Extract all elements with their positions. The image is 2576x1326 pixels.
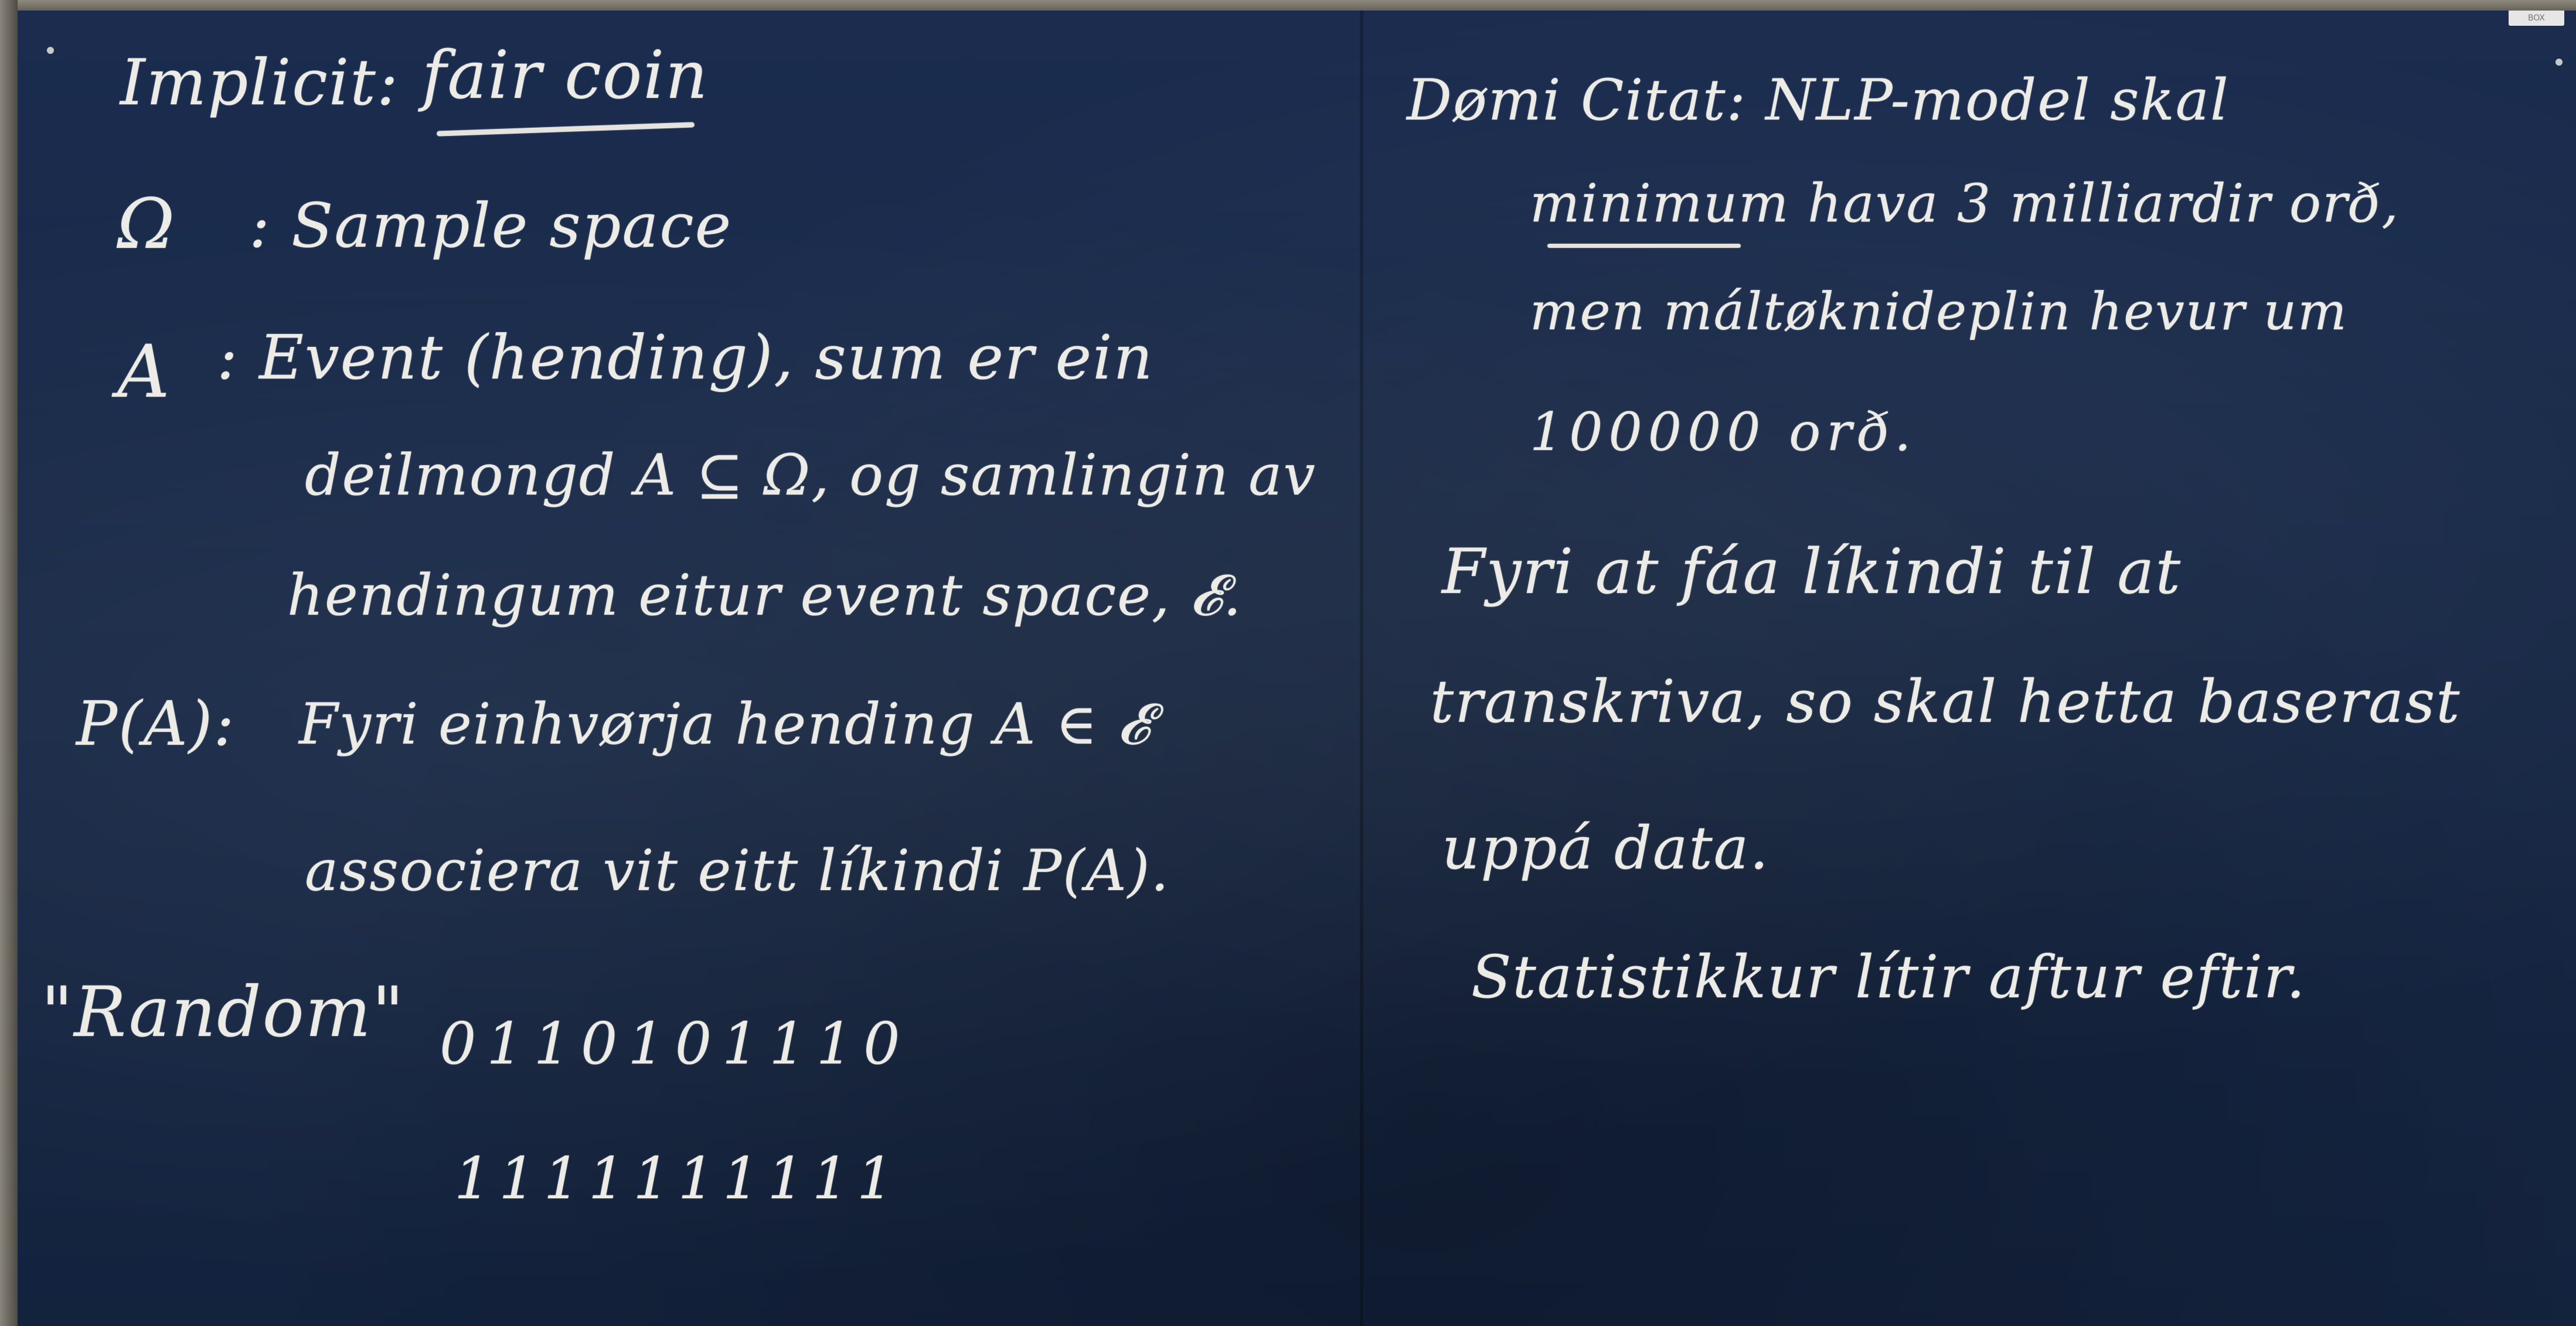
probability-definition-text: Fyri einhvørja hending A ∈ 𝓔: [299, 691, 1151, 757]
board-frame-left: [0, 0, 18, 1326]
event-symbol: A: [117, 330, 171, 414]
constant-sequence: 1111111111: [454, 1146, 902, 1212]
omega-symbol: Ω: [117, 183, 176, 264]
minimum-words-text: minimum hava 3 milliardir orð,: [1530, 173, 2400, 234]
probability-label: P(A):: [76, 688, 236, 759]
implicit-label: Implicit:: [120, 46, 400, 120]
statistics-text: Statistikkur lítir aftur eftir.: [1471, 943, 2306, 1011]
minimum-underline: [1547, 244, 1741, 248]
language-technology-text: men máltøknideplin hevur um: [1530, 281, 2348, 342]
sample-space-text: : Sample space: [249, 190, 733, 261]
magnet-dot-left: [47, 47, 54, 54]
event-definition-text: : Event (hending), sum er ein: [217, 322, 1154, 393]
associate-probability-text: associera vit eitt líkindi P(A).: [305, 838, 1170, 904]
fair-coin-text: fair coin: [422, 38, 709, 114]
example-citation-text: Dømi Citat: NLP-model skal: [1407, 67, 2230, 133]
magnet-dot-right: [2555, 59, 2563, 66]
event-space-text: hendingum eitur event space, 𝓔.: [287, 563, 1243, 628]
word-count-text: 100000 orð.: [1530, 401, 1917, 463]
random-sequence: 0110101110: [440, 1011, 911, 1078]
upon-data-text: uppá data.: [1442, 814, 1770, 882]
probability-transcribe-text: Fyri at fáa líkindi til at: [1442, 536, 2182, 608]
fair-coin-underline: [437, 122, 695, 136]
subset-definition-text: deilmongd A ⊆ Ω, og samlingin av: [305, 442, 1316, 508]
random-label: "Random": [41, 972, 405, 1052]
transcribe-based-text: transkriva, so skal hetta baserast: [1430, 667, 2461, 736]
chalkboard: [18, 11, 2576, 1326]
corner-sticker: BOX: [2509, 11, 2564, 26]
board-panel-seam: [1360, 11, 1363, 1326]
